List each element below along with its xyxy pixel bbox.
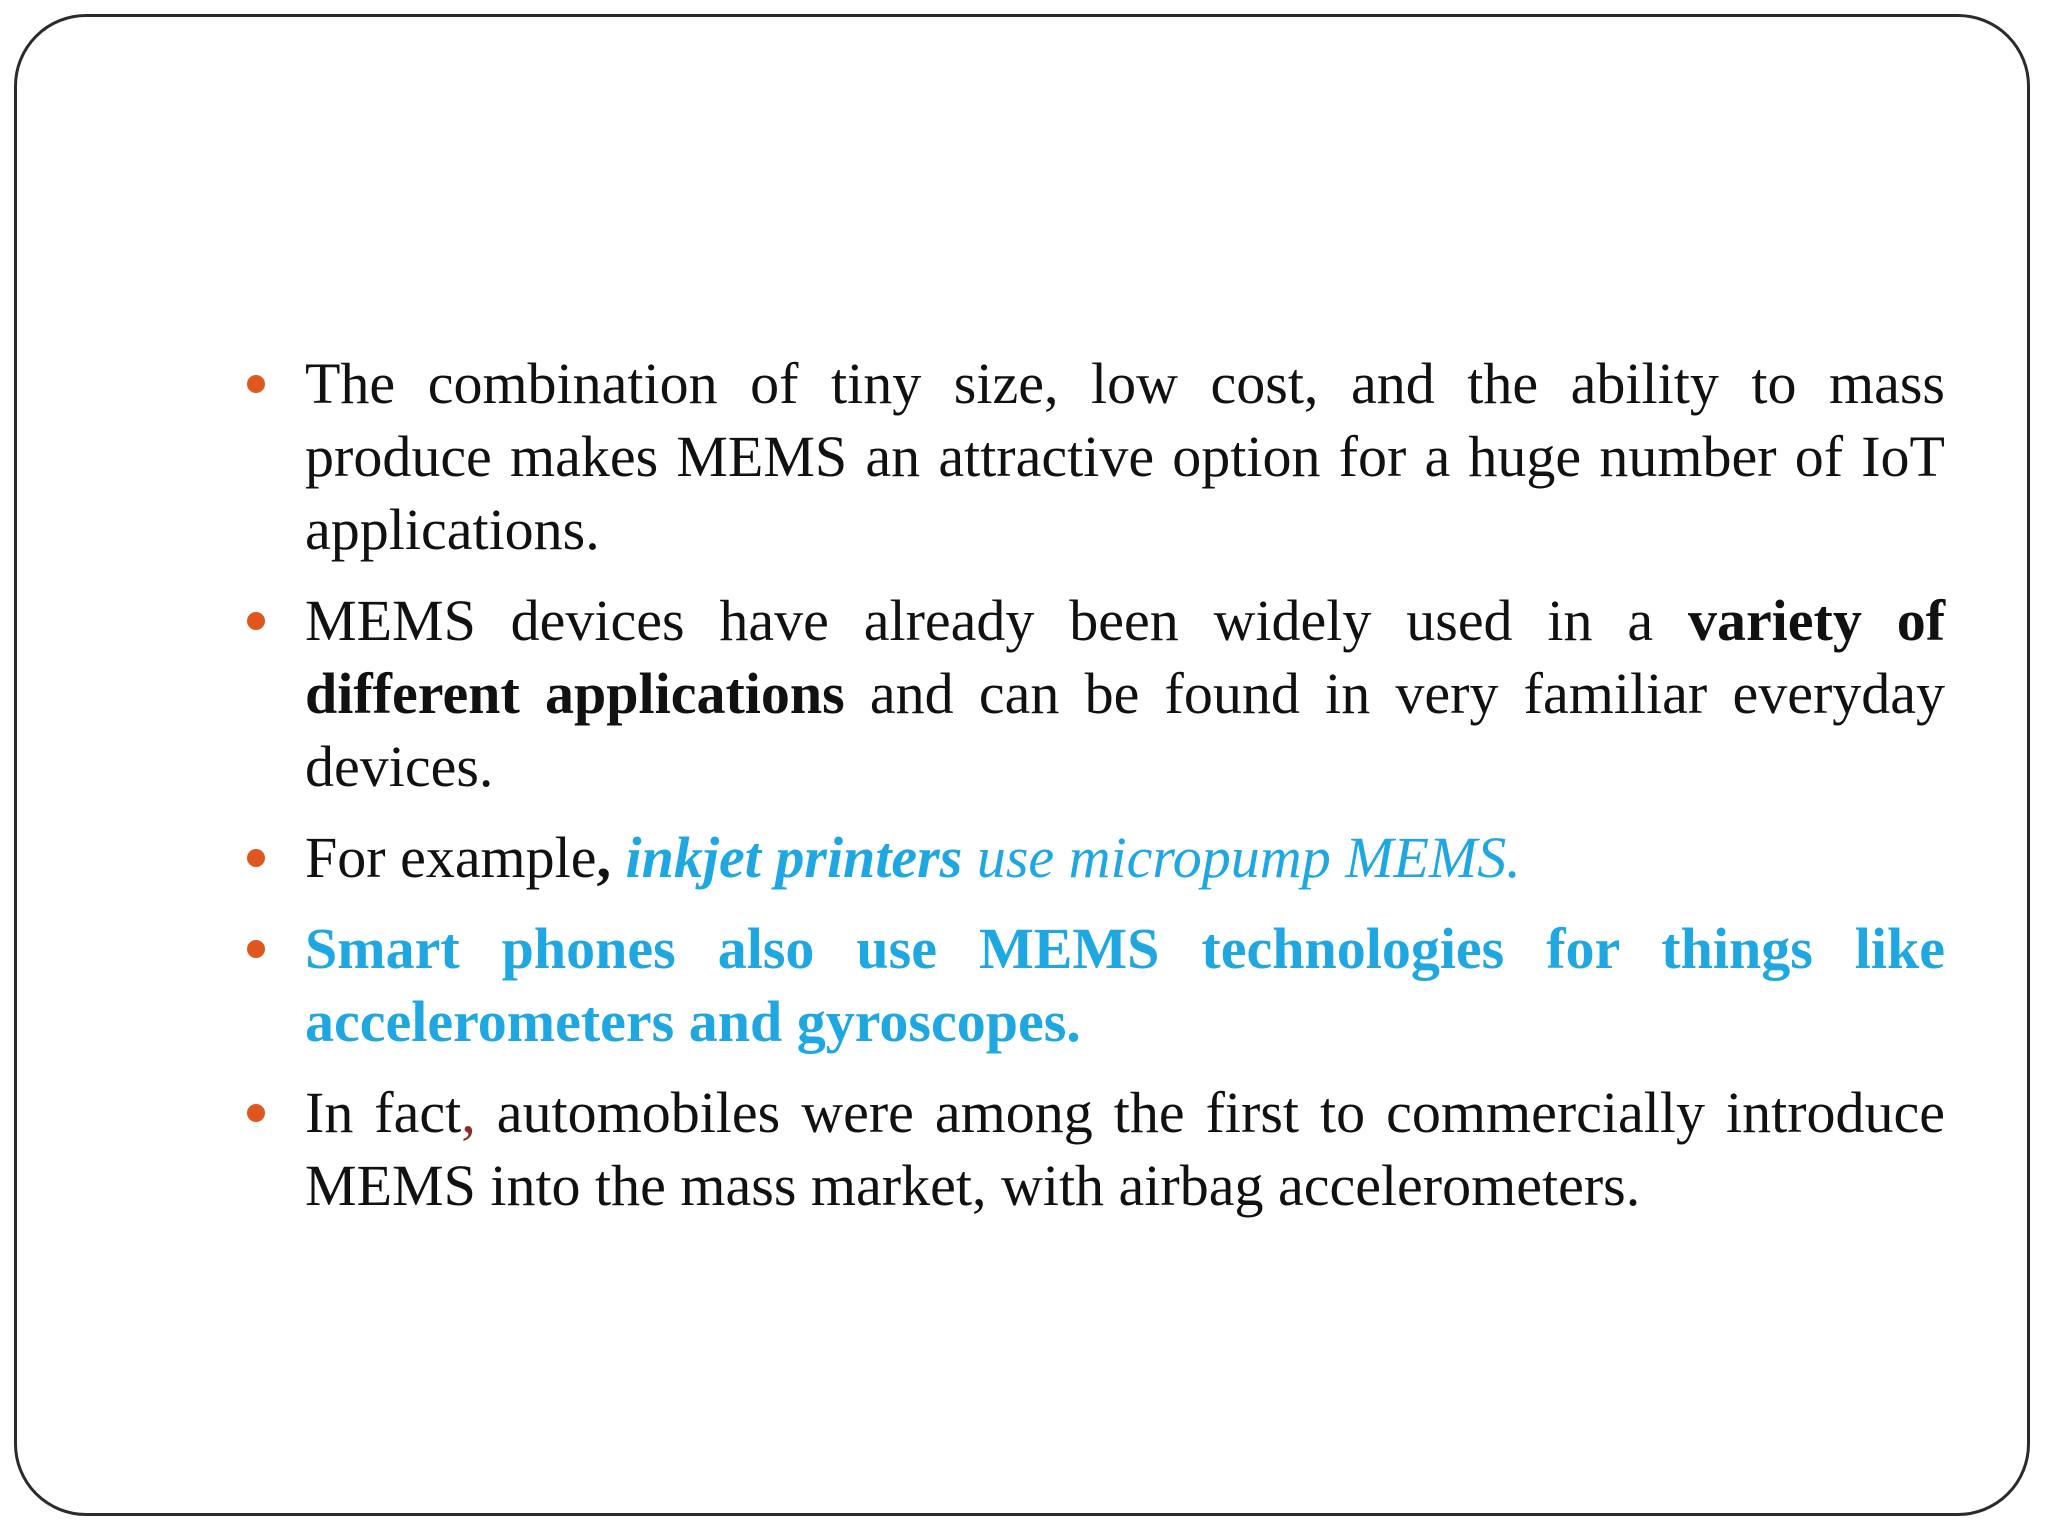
bullet-dot-icon: [247, 612, 265, 630]
bullet-item-1: [245, 347, 1945, 566]
bullet-text-before: For example: [305, 825, 597, 890]
bullet-text: The combination of tiny size, low cost, and the ability to mass produce makes MEMS an attractive option for a huge number of IoT applications.: [305, 351, 1945, 562]
bullet-list: [245, 347, 1945, 1222]
bullet-dot-icon: [247, 849, 265, 867]
bullet-highlight-text: Smart phones also use MEMS technologies for things like accelerometers and gyroscopes.: [305, 916, 1945, 1054]
bullet-text-after: and can be found in very familiar everyday devices.: [305, 661, 1946, 799]
bullet-dot-icon: [247, 940, 265, 958]
slide-frame: [14, 14, 2030, 1516]
bullet-item-3: [245, 821, 1945, 894]
bullet-bold-phrase: variety of different applications: [305, 588, 1946, 726]
bullet-text-before: In fact: [305, 1080, 462, 1145]
slide-content: [245, 347, 1945, 1240]
bullet-italic-phrase: use micropump MEMS.: [962, 825, 1521, 890]
bullet-item-2: [245, 584, 1945, 803]
bullet-item-5: [245, 1076, 1945, 1222]
bullet-comma: ,: [596, 825, 612, 890]
bullet-dot-icon: [247, 375, 265, 393]
bullet-text-before: MEMS devices have already been widely used in a: [305, 588, 1688, 653]
bullet-dot-icon: [247, 1104, 265, 1122]
bullet-text-after: automobiles were among the first to commercially introduce MEMS into the mass market, with airbag accelerometers.: [305, 1080, 1945, 1218]
bullet-comma: ,: [461, 1080, 476, 1145]
bullet-item-4: [245, 912, 1945, 1058]
bullet-highlight-phrase: inkjet printers: [625, 825, 963, 890]
